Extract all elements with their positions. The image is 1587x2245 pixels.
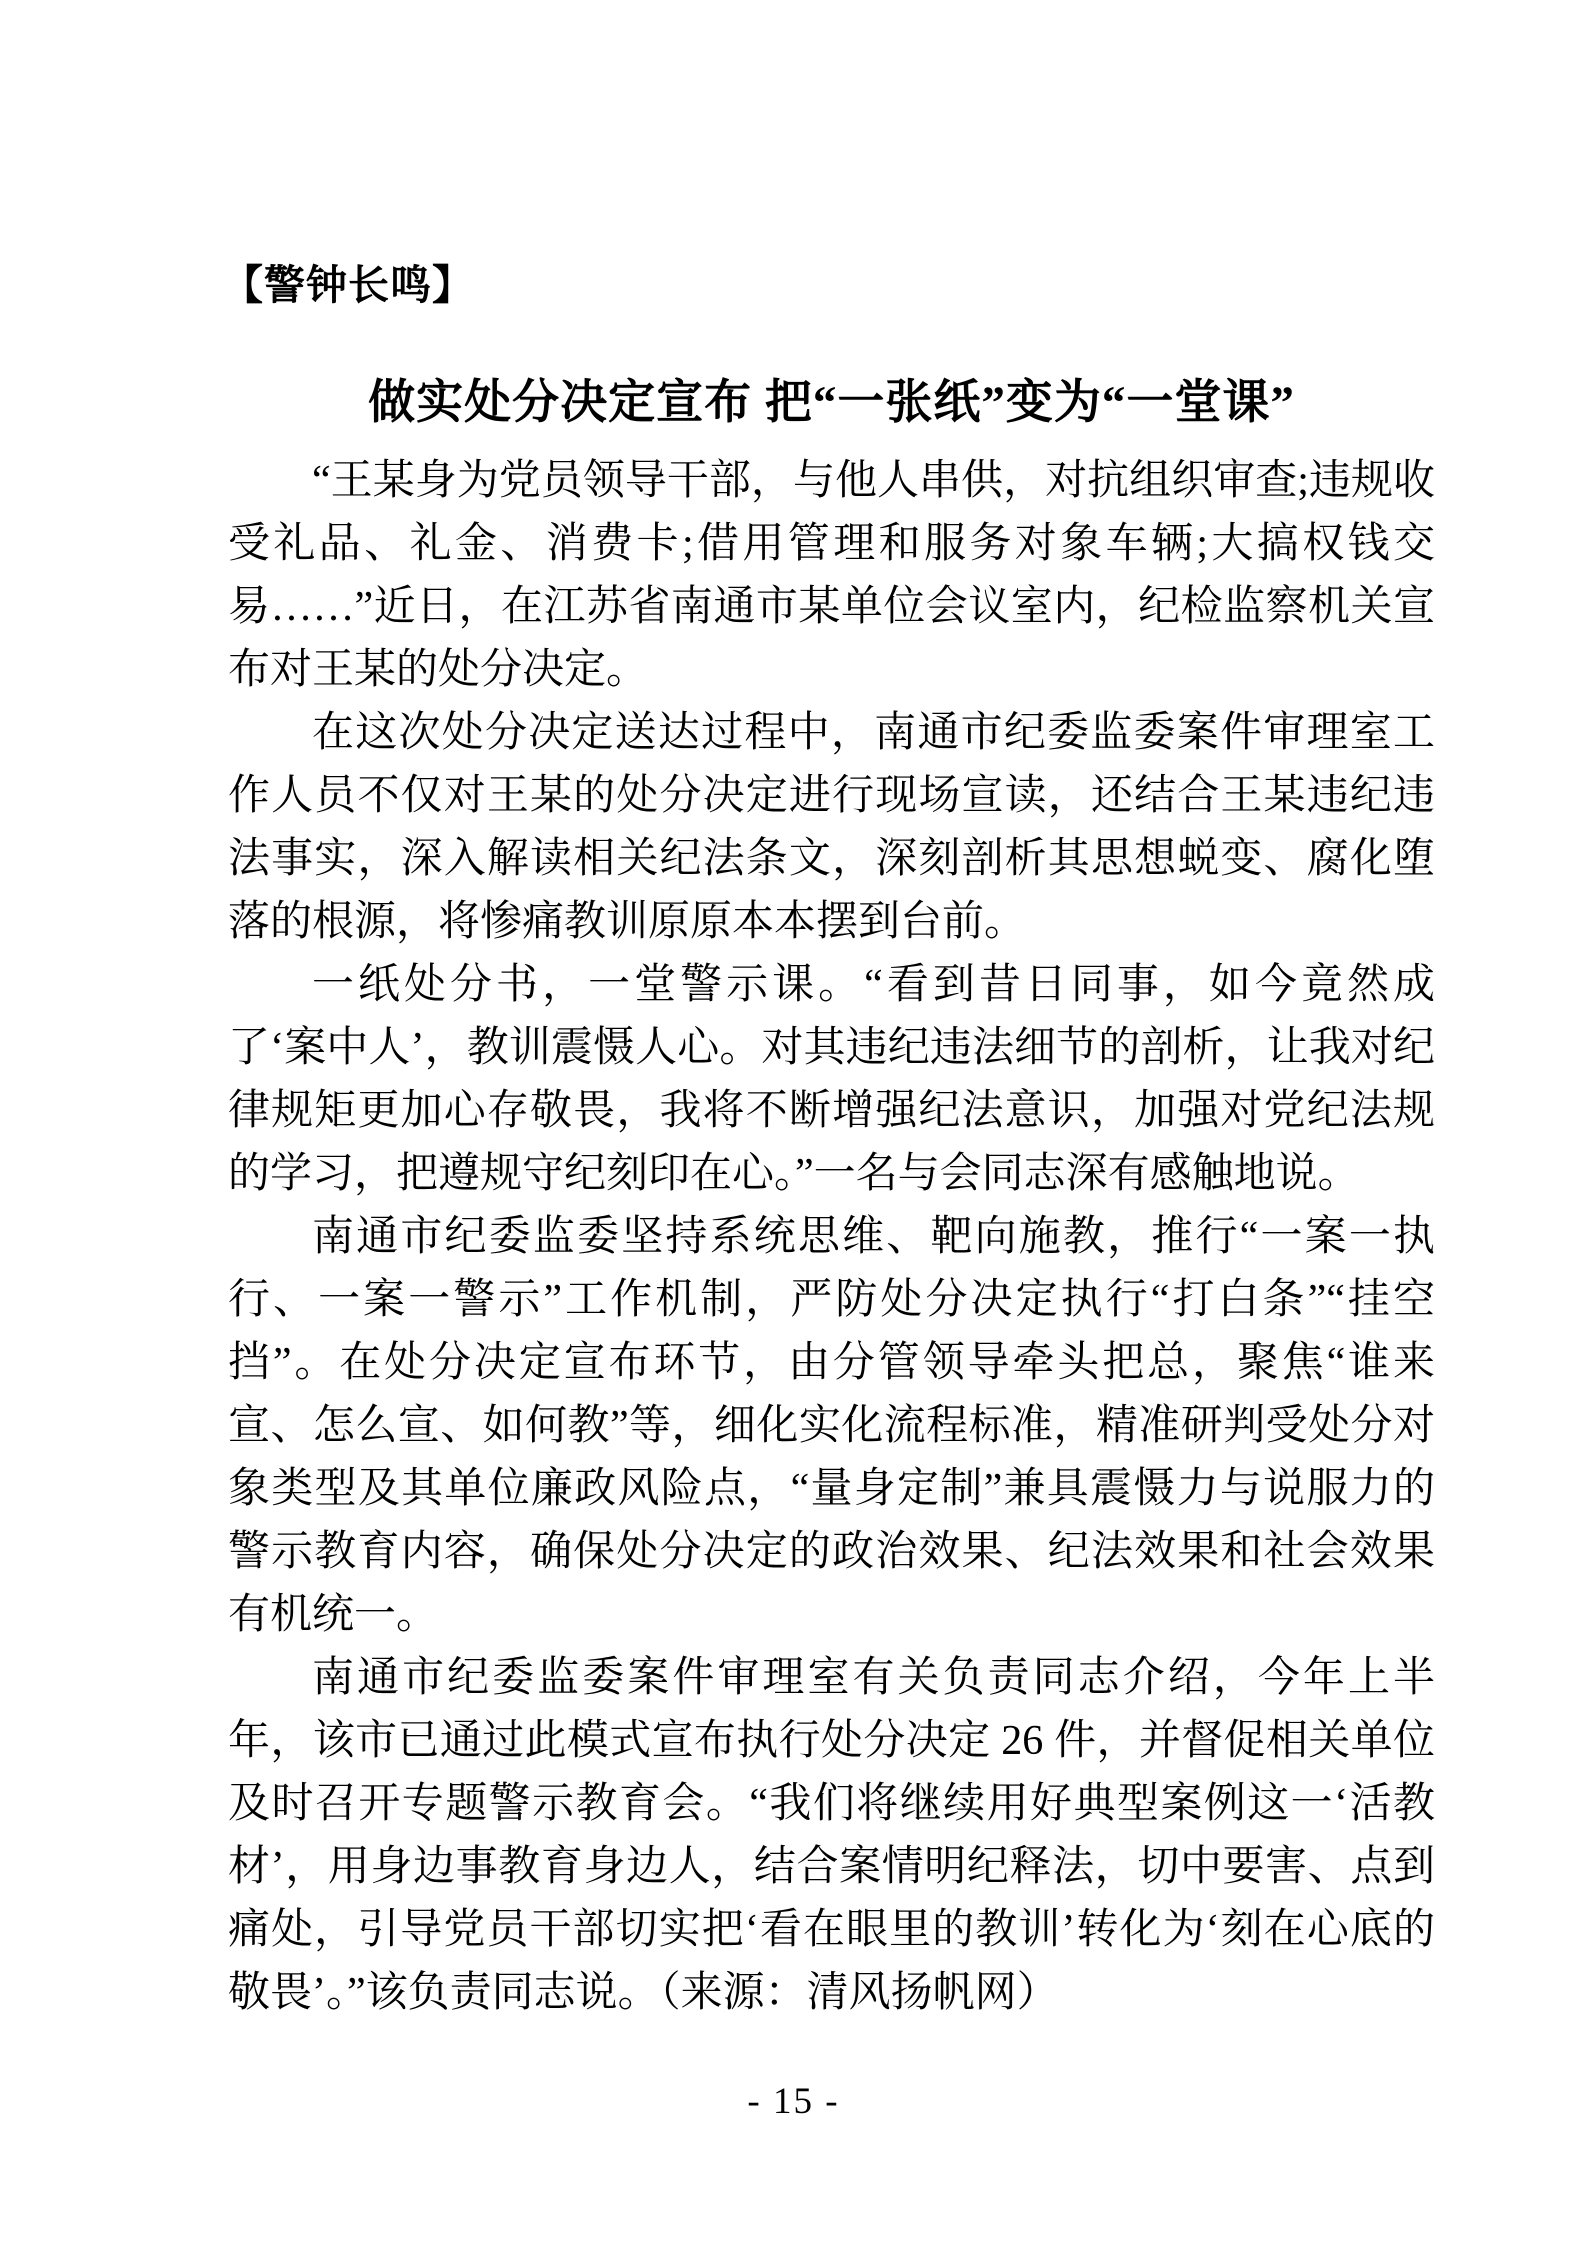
paragraph-3: 一纸处分书，一堂警示课。“看到昔日同事，如今竟然成了‘案中人’，教训震慑人心。对其违纪违法细节的剖析，让我对纪律规矩更加心存敬畏，我将不断增强纪法意识，加强对党纪法规的学习，把遵规守纪刻印在心。”一名与会同志深有感触地说。 [228, 962, 1435, 1197]
page-title: 做实处分决定宣布 把“一张纸”变为“一堂课” [368, 377, 1295, 429]
article-body [228, 450, 1435, 2025]
page-number: - 15 - [747, 2081, 840, 2122]
paragraph-2: 在这次处分决定送达过程中，南通市纪委监委案件审理室工作人员不仅对王某的处分决定进行现场宣读，还结合王某违纪违法事实，深入解读相关纪法条文，深刻剖析其思想蜕变、腐化堕落的根源，将惨痛教训原原本本摆到台前。 [228, 710, 1435, 945]
paragraph-1: “王某身为党员领导干部，与他人串供，对抗组织审查;违规收受礼品、礼金、消费卡;借用管理和服务对象车辆;大搞权钱交易……”近日，在江苏省南通市某单位会议室内，纪检监察机关宣布对王某的处分决定。 [228, 458, 1435, 693]
section-header: 【警钟长鸣】 [222, 262, 474, 308]
paragraph-5: 南通市纪委监委案件审理室有关负责同志介绍，今年上半年，该市已通过此模式宣布执行处分决定 26 件，并督促相关单位及时召开专题警示教育会。“我们将继续用好典型案例这一‘活教材’，用身边事教育身边人，结合案情明纪释法，切中要害、点到痛处，引导党员干部切实把‘看在眼里的教训’转化为‘刻在心底的敬畏’。”该负责同志说。（来源：清风扬帆网） [228, 1655, 1435, 2016]
paragraph-4: 南通市纪委监委坚持系统思维、靶向施教，推行“一案一执行、一案一警示”工作机制，严防处分决定执行“打白条”“挂空挡”。在处分决定宣布环节，由分管领导牵头把总，聚焦“谁来宣、怎么宣、如何教”等，细化实化流程标准，精准研判受处分对象类型及其单位廉政风险点，“量身定制”兼具震慑力与说服力的警示教育内容，确保处分决定的政治效果、纪法效果和社会效果有机统一。 [228, 1214, 1435, 1638]
